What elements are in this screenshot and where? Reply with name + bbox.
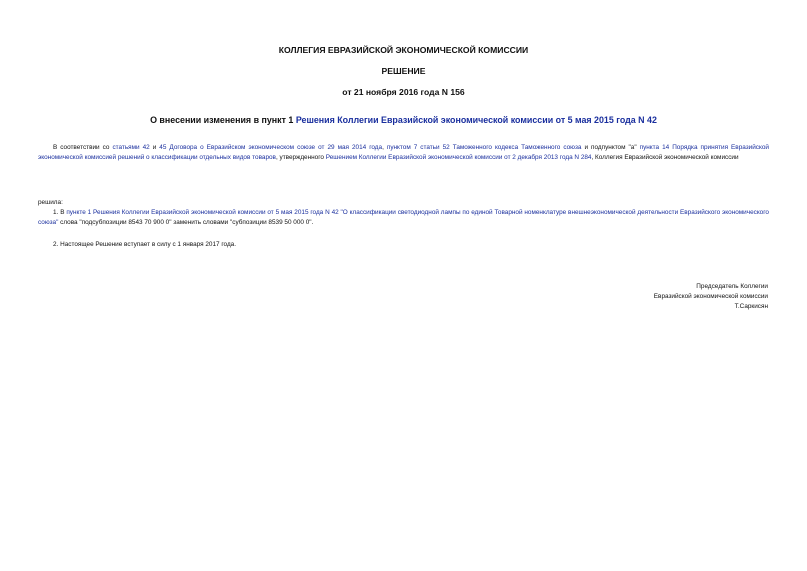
item-1-paragraph: [38, 208, 769, 228]
link-decision-42-item-1[interactable]: пункте 1 Решения Коллегии Евразийской экономической комиссии от 5 мая 2015 года N 42 "О классификации светодиодной лампы по единой Товарной номенклатуре внешнеэкономической деятельности Евразийского экономического союза": [38, 209, 769, 227]
date-number-heading: от 21 ноября 2016 года N 156: [342, 87, 465, 97]
item-2-paragraph: 2. Настоящее Решение вступает в силу с 1 января 2017 года.: [53, 241, 237, 248]
preamble-text: В соответствии со: [53, 144, 113, 151]
resolved-label: решила:: [38, 199, 63, 206]
item-1-text: слова "подсубпозиции 8543 70 900 0" заменить словами "субпозиции 8539 50 000 0".: [58, 219, 314, 227]
preamble-text: и: [149, 144, 160, 151]
preamble-text: ,: [382, 144, 387, 151]
link-treaty[interactable]: Договора о Евразийском экономическом союзе от 29 мая 2014 года: [169, 144, 383, 151]
preamble-text: , Коллегия Евразийской экономической комиссии: [591, 154, 739, 162]
document-type-heading: РЕШЕНИЕ: [381, 66, 426, 76]
link-decision-284[interactable]: Решением Коллегии Евразийской экономической комиссии от 2 декабря 2013 года N 284: [325, 154, 592, 162]
title-link[interactable]: Решения Коллегии Евразийской экономической комиссии от 5 мая 2015 года N 42: [295, 115, 657, 125]
document-title: [0, 115, 807, 125]
title-prefix: О внесении изменения в пункт 1: [150, 115, 296, 125]
item-1-text: 1. В: [53, 209, 67, 216]
preamble-text: и подпунктом "а": [581, 144, 640, 151]
signature-name: Т.Саркисян: [734, 303, 768, 310]
signature-organization: Евразийской экономической комиссии: [653, 293, 768, 300]
link-procedure[interactable]: пункта 14 Порядка принятия Евразийской экономической комиссией решений о классификации отдельных видов товаров: [38, 144, 769, 162]
link-customs-code[interactable]: пунктом 7 статьи 52 Таможенного кодекса Таможенного союза: [386, 144, 582, 151]
organization-heading: КОЛЛЕГИЯ ЕВРАЗИЙСКОЙ ЭКОНОМИЧЕСКОЙ КОМИССИИ: [278, 45, 529, 55]
preamble-paragraph: [38, 143, 769, 163]
signature-position: Председатель Коллегии: [696, 283, 768, 290]
preamble-text: , утвержденного: [275, 154, 326, 162]
link-article-45[interactable]: 45: [159, 144, 167, 151]
link-articles-42[interactable]: статьями 42: [112, 144, 150, 151]
